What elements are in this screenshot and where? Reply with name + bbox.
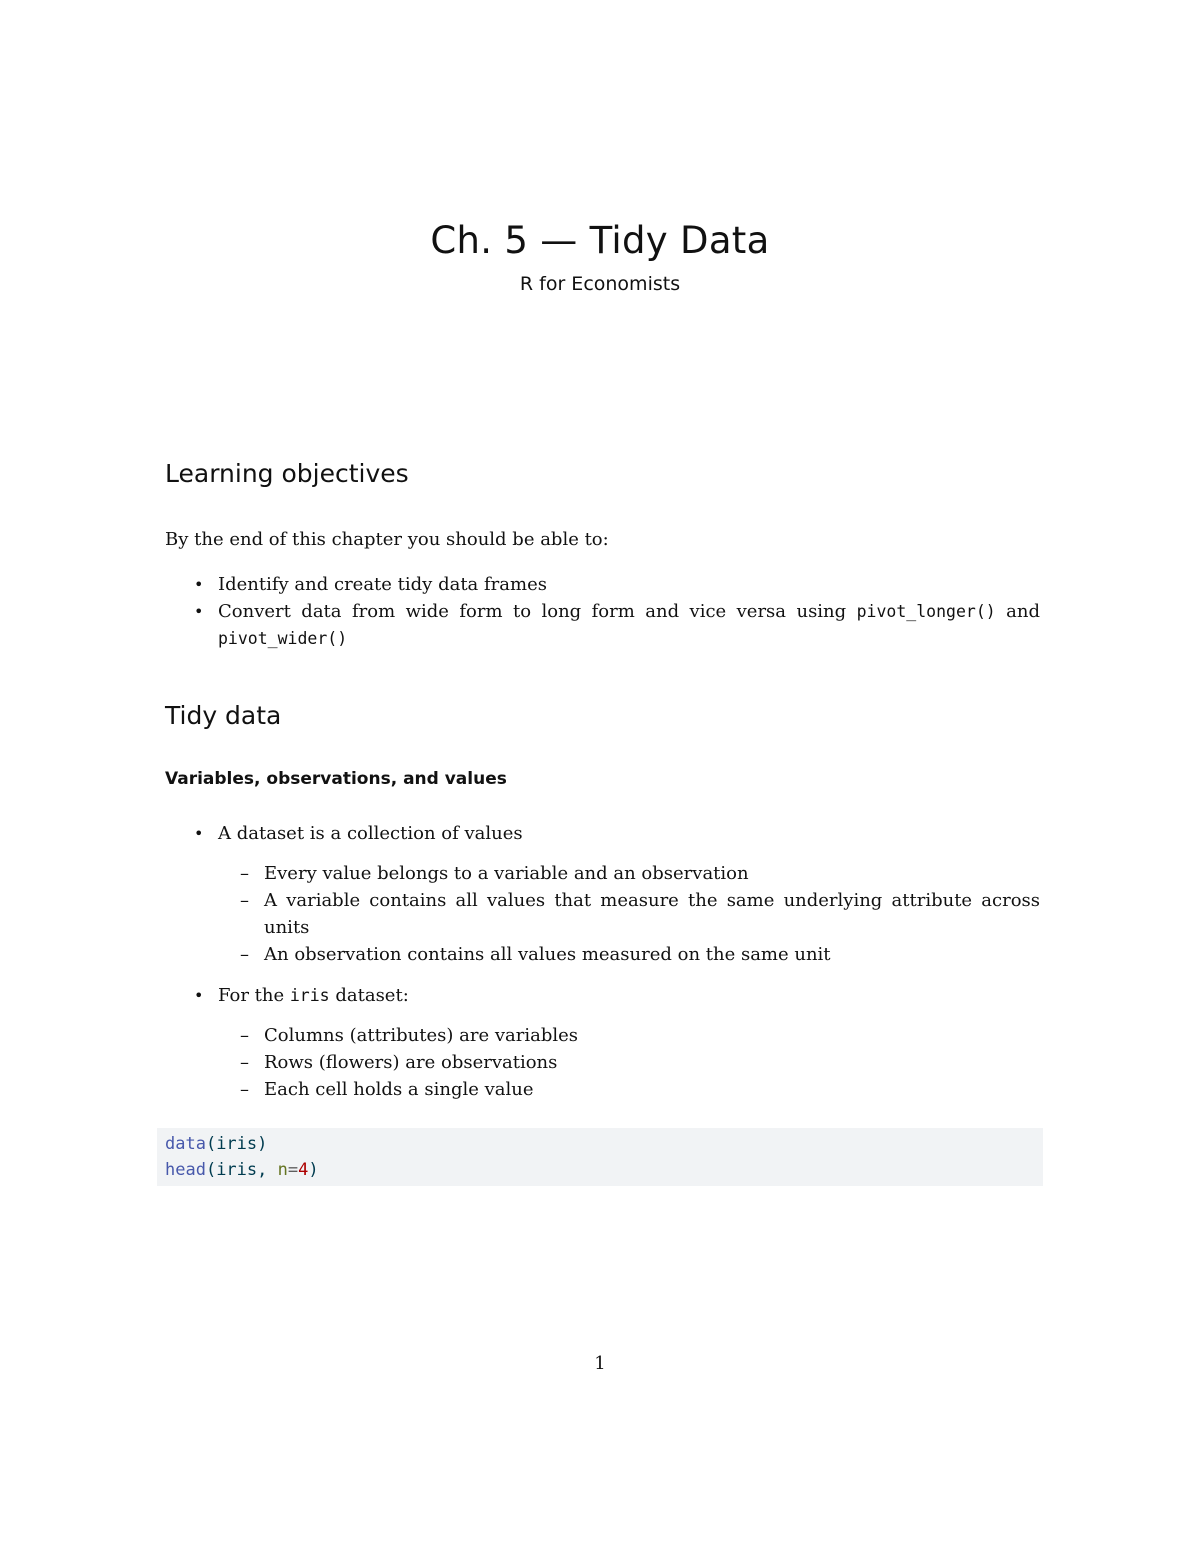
bullet-iris-suffix: dataset: — [329, 985, 409, 1006]
objective-item-1: Identify and create tidy data frames — [218, 574, 547, 595]
inline-code-pivot-longer: pivot_longer() — [856, 602, 996, 621]
iris-sub-list — [218, 1022, 1040, 1103]
sub-item-text: Rows (flowers) are observations — [264, 1052, 558, 1073]
objectives-intro: By the end of this chapter you should be able to: — [165, 529, 609, 550]
subsection-heading-variables: Variables, observations, and values — [165, 769, 507, 789]
section-heading-tidy-data: Tidy data — [165, 701, 282, 730]
sub-item-text: An observation contains all values measured on the same unit — [264, 944, 831, 965]
code-block — [157, 1128, 1043, 1186]
tidy-data-list — [165, 820, 1040, 1117]
code-line-1 — [165, 1131, 1043, 1157]
section-heading-learning-objectives: Learning objectives — [165, 459, 409, 488]
code-operator: = — [287, 1160, 299, 1180]
code-args-close: ) — [308, 1160, 319, 1180]
objective-item-2-text: Convert data from wide form to long form and vice versa using — [218, 601, 857, 622]
page-number: 1 — [594, 1353, 606, 1374]
list-item — [218, 1049, 1040, 1076]
code-number: 4 — [298, 1160, 309, 1180]
sub-item-text: Every value belongs to a variable and an observation — [264, 863, 749, 884]
list-item — [165, 598, 1040, 652]
list-item — [165, 982, 1040, 1103]
code-args: (iris) — [205, 1134, 268, 1154]
dataset-sub-list — [218, 860, 1040, 968]
list-item — [165, 820, 1040, 968]
sub-item-text: A variable contains all values that measure the same underlying attribute across units — [264, 890, 1040, 938]
list-item — [218, 1022, 1040, 1049]
bullet-dataset-collection: A dataset is a collection of values — [218, 823, 523, 844]
list-item — [165, 571, 1040, 598]
code-function-data: data — [165, 1134, 206, 1154]
code-args-open: (iris, — [205, 1160, 278, 1180]
sub-item-text: Columns (attributes) are variables — [264, 1025, 579, 1046]
sub-item-text: Each cell holds a single value — [264, 1079, 534, 1100]
list-item — [218, 887, 1040, 941]
document-title: Ch. 5 — Tidy Data — [430, 219, 770, 262]
objective-item-2-and: and — [995, 601, 1040, 622]
code-line-2 — [165, 1157, 1043, 1183]
list-item — [218, 860, 1040, 887]
bullet-iris-prefix: For the — [218, 985, 290, 1006]
inline-code-iris: iris — [289, 986, 330, 1005]
code-param-n: n — [277, 1160, 288, 1180]
objectives-list — [165, 571, 1040, 652]
code-function-head: head — [165, 1160, 206, 1180]
list-item — [218, 941, 1040, 968]
list-item — [218, 1076, 1040, 1103]
document-subtitle: R for Economists — [519, 273, 681, 295]
inline-code-pivot-wider: pivot_wider() — [218, 629, 348, 648]
